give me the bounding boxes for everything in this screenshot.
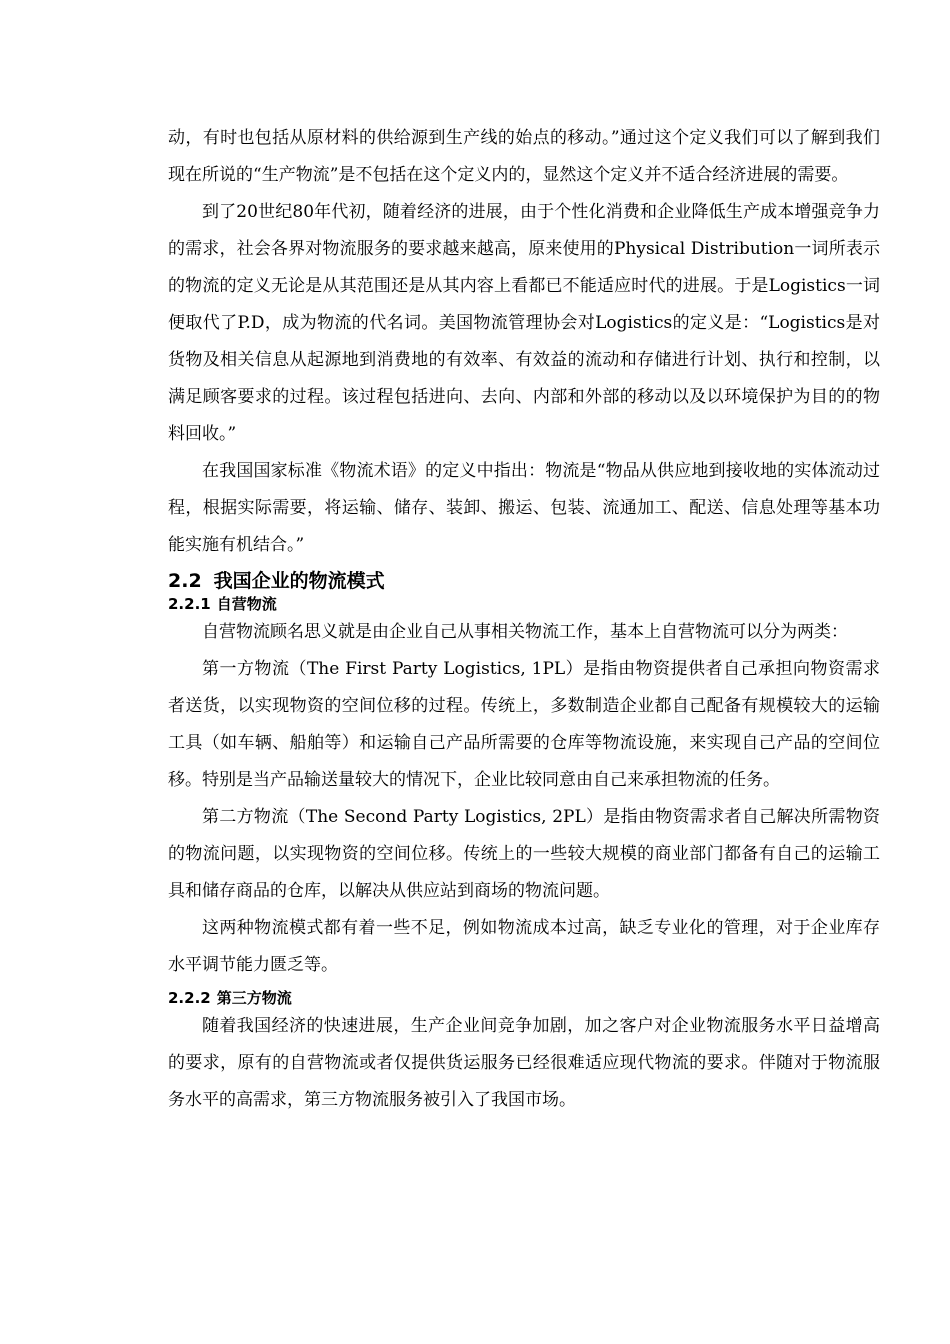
paragraph-third-party-logistics: 随着我国经济的快速进展，生产企业间竞争加剧，加之客户对企业物流服务水平日益增高的要求，原有的自营物流或者仅提供货运服务已经很难适应现代物流的要求。伴随对于物流服务水平的高需求，第三方物流服务被引入了我国市场。 (168, 1016, 880, 1110)
page-content (168, 120, 880, 1119)
paragraph-second-party-logistics: 第二方物流（The Second Party Logistics, 2PL）是指由物资需求者自己解决所需物资的物流问题，以实现物资的空间位移。传统上的一些较大规模的商业部门都备有自己的运输工具和储存商品的仓库，以解决从供应站到商场的物流问题。 (168, 807, 880, 901)
heading-number: 2.2.1 (168, 595, 211, 613)
heading-number: 2.2.2 (168, 989, 211, 1007)
heading-title: 第三方物流 (216, 989, 292, 1007)
paragraph-first-party-logistics: 第一方物流（The First Party Logistics, 1PL）是指由物资提供者自己承担向物资需求者送货，以实现物资的空间位移的过程。传统上，多数制造企业都自己配备有规模较大的运输工具（如车辆、船舶等）和运输自己产品所需要的仓库等物流设施，来实现自己产品的空间位移。特别是当产品输送量较大的情况下，企业比较同意由自己来承担物流的任务。 (168, 659, 880, 790)
paragraph-logistics-history: 到了20世纪80年代初，随着经济的进展，由于个性化消费和企业降低生产成本增强竞争力的需求，社会各界对物流服务的要求越来越高，原来使用的Physical Distribution一词所表示的物流的定义无论是从其范围还是从其内容上看都已不能适应时代的进展。于是Logistics一词便取代了P.D，成为物流的代名词。美国物流管理协会对Logistics的定义是：“Logistics是对货物及相关信息从起源地到消费地的有效率、有效益的流动和存储进行计划、执行和控制，以满足顾客要求的过程。该过程包括进向、去向、内部和外部的移动以及以环境保护为目的的物料回收。” (168, 202, 880, 444)
paragraph-self-logistics-intro: 自营物流顾名思义就是由企业自己从事相关物流工作，基本上自营物流可以分为两类： (202, 622, 848, 642)
heading-section-2-2 (168, 568, 880, 594)
heading-section-2-2-1 (168, 594, 880, 614)
paragraph-definition-continued: 动，有时也包括从原材料的供给源到生产线的始点的移动。”通过这个定义我们可以了解到我们现在所说的“生产物流”是不包括在这个定义内的，显然这个定义并不适合经济进展的需要。 (168, 128, 880, 185)
paragraph-self-logistics-shortcomings: 这两种物流模式都有着一些不足，例如物流成本过高，缺乏专业化的管理，对于企业库存水平调节能力匮乏等。 (168, 918, 880, 975)
paragraph-national-standard: 在我国国家标准《物流术语》的定义中指出：物流是“物品从供应地到接收地的实体流动过程，根据实际需要，将运输、储存、装卸、搬运、包装、流通加工、配送、信息处理等基本功能实施有机结合。” (168, 461, 880, 555)
heading-section-2-2-2 (168, 988, 880, 1008)
heading-title: 自营物流 (216, 595, 277, 613)
heading-title: 我国企业的物流模式 (213, 570, 385, 592)
heading-number: 2.2 (168, 570, 202, 592)
